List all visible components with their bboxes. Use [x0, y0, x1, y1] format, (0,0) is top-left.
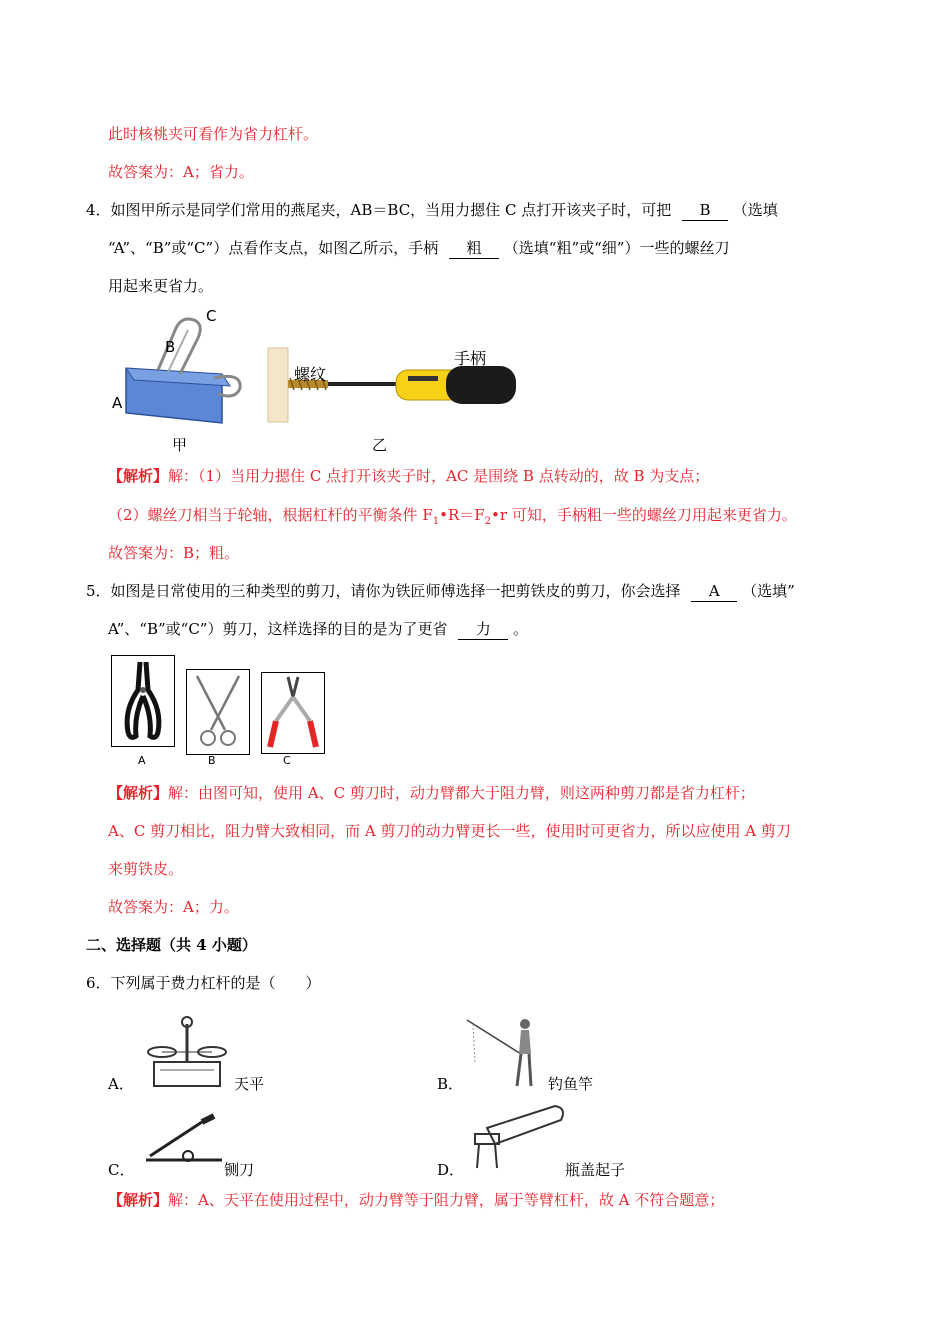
- scissors-icon: [191, 674, 245, 750]
- section-heading: 二、选择题（共 4 小题）: [86, 936, 257, 954]
- q6-option-a-label: A．: [108, 1075, 134, 1093]
- balance-scale-icon: [142, 1014, 232, 1090]
- pliers-icon: [118, 660, 168, 742]
- analysis-text: 解：A、天平在使用过程中，动力臂等于阻力臂，属于等臂杠杆，故 A 不符合题意；: [168, 1191, 725, 1209]
- analysis-text: •R＝F: [439, 506, 485, 524]
- answer-line: 故答案为：A；省力。: [108, 163, 254, 181]
- analysis-tag: 【解析】: [108, 467, 169, 485]
- q4-line-1: [86, 200, 778, 221]
- scissors-label-c: C: [283, 754, 291, 767]
- q6-option-c-label: C．: [108, 1161, 135, 1179]
- subscript: 1: [432, 516, 440, 527]
- screwdriver-caption: 乙: [372, 436, 388, 454]
- fishing-rod-icon: [465, 1014, 545, 1090]
- text-line: 此时核桃夹可看作为省力杠杆。: [108, 125, 319, 143]
- q6-option-b-text: 钓鱼竿: [548, 1075, 594, 1093]
- q5-text: （选填”: [742, 582, 795, 600]
- q4-analysis-1: [108, 466, 709, 486]
- q6-option-d-text: 瓶盖起子: [565, 1161, 626, 1179]
- q5-analysis-1: [108, 783, 755, 803]
- q5-text: A”、“B”或“C”）剪刀，这样选择的目的是为了更省: [108, 620, 448, 638]
- screwdriver-label-handle: 手柄: [454, 349, 487, 368]
- q5-blank-1: A: [691, 581, 737, 602]
- q5-answer: 故答案为：A；力。: [108, 898, 239, 916]
- analysis-text: •r 可知，手柄粗一些的螺丝刀用起来更省力。: [491, 506, 797, 524]
- clip-label-b: B: [165, 338, 176, 356]
- q4-blank-2: 粗: [449, 238, 499, 259]
- q4-text: “A”、“B”或“C”）点看作支点，如图乙所示，手柄: [108, 239, 439, 257]
- screwdriver-label-thread: 螺纹: [294, 365, 327, 384]
- q5-text: 5．如图是日常使用的三种类型的剪刀，请你为铁匠师傅选择一把剪铁皮的剪刀，你会选择: [86, 582, 681, 600]
- q4-answer: 故答案为：B；粗。: [108, 544, 240, 562]
- q5-text: 。: [513, 620, 529, 638]
- scissors-label-a: A: [138, 754, 146, 767]
- scissors-label-b: B: [208, 754, 216, 767]
- analysis-tag: 【解析】: [108, 784, 169, 802]
- q6-analysis: [108, 1190, 724, 1210]
- q6-option-c-text: 铡刀: [224, 1161, 255, 1179]
- analysis-text: （2）螺丝刀相当于轮轴，根据杠杆的平衡条件 F: [108, 506, 433, 524]
- q5-analysis-2: A、C 剪刀相比，阻力臂大致相同，而 A 剪刀的动力臂更长一些，使用时可更省力，所以应使用 A 剪刀: [108, 822, 791, 840]
- scissors-b-box: [186, 669, 250, 755]
- q6-stem: 6．下列属于费力杠杆的是（ ）: [86, 974, 321, 992]
- q4-text: （选填: [732, 201, 778, 219]
- clip-caption: 甲: [172, 436, 188, 454]
- subscript: 2: [484, 516, 492, 527]
- clip-label-c: C: [206, 307, 217, 325]
- q4-line-3: 用起来更省力。: [108, 277, 214, 295]
- q5-blank-2: 力: [458, 619, 508, 640]
- q4-blank-1: B: [682, 200, 728, 221]
- q5-analysis-3: 来剪铁皮。: [108, 860, 184, 878]
- q4-text: （选填“粗”或“细”）一些的螺丝刀: [503, 239, 730, 257]
- clip-label-a: A: [112, 394, 123, 412]
- analysis-text: 解：由图可知，使用 A、C 剪刀时，动力臂都大于阻力臂，则这两种剪刀都是省力杠杆；: [168, 784, 755, 802]
- scissors-c-box: [261, 672, 325, 754]
- scissors-a-box: [111, 655, 175, 747]
- analysis-text: 解：（1）当用力摁住 C 点打开该夹子时，AC 是围绕 B 点转动的，故 B 为支点；: [168, 467, 710, 485]
- binder-clip-figure: [118, 308, 248, 423]
- guillotine-cutter-icon: [142, 1114, 224, 1170]
- hedge-shears-icon: [266, 675, 320, 751]
- q5-line-2: [108, 619, 528, 640]
- q4-text: 4．如图甲所示是同学们常用的燕尾夹，AB＝BC，当用力摁住 C 点打开该夹子时，可把: [86, 201, 672, 219]
- q6-option-b-label: B．: [437, 1075, 464, 1093]
- bottle-opener-icon: [465, 1104, 569, 1172]
- q6-option-a-text: 天平: [234, 1075, 265, 1093]
- q6-option-d-label: D．: [437, 1161, 465, 1179]
- q4-line-2: [108, 238, 729, 259]
- q5-line-1: [86, 581, 795, 602]
- q4-analysis-2: [108, 505, 797, 532]
- analysis-tag: 【解析】: [108, 1191, 169, 1209]
